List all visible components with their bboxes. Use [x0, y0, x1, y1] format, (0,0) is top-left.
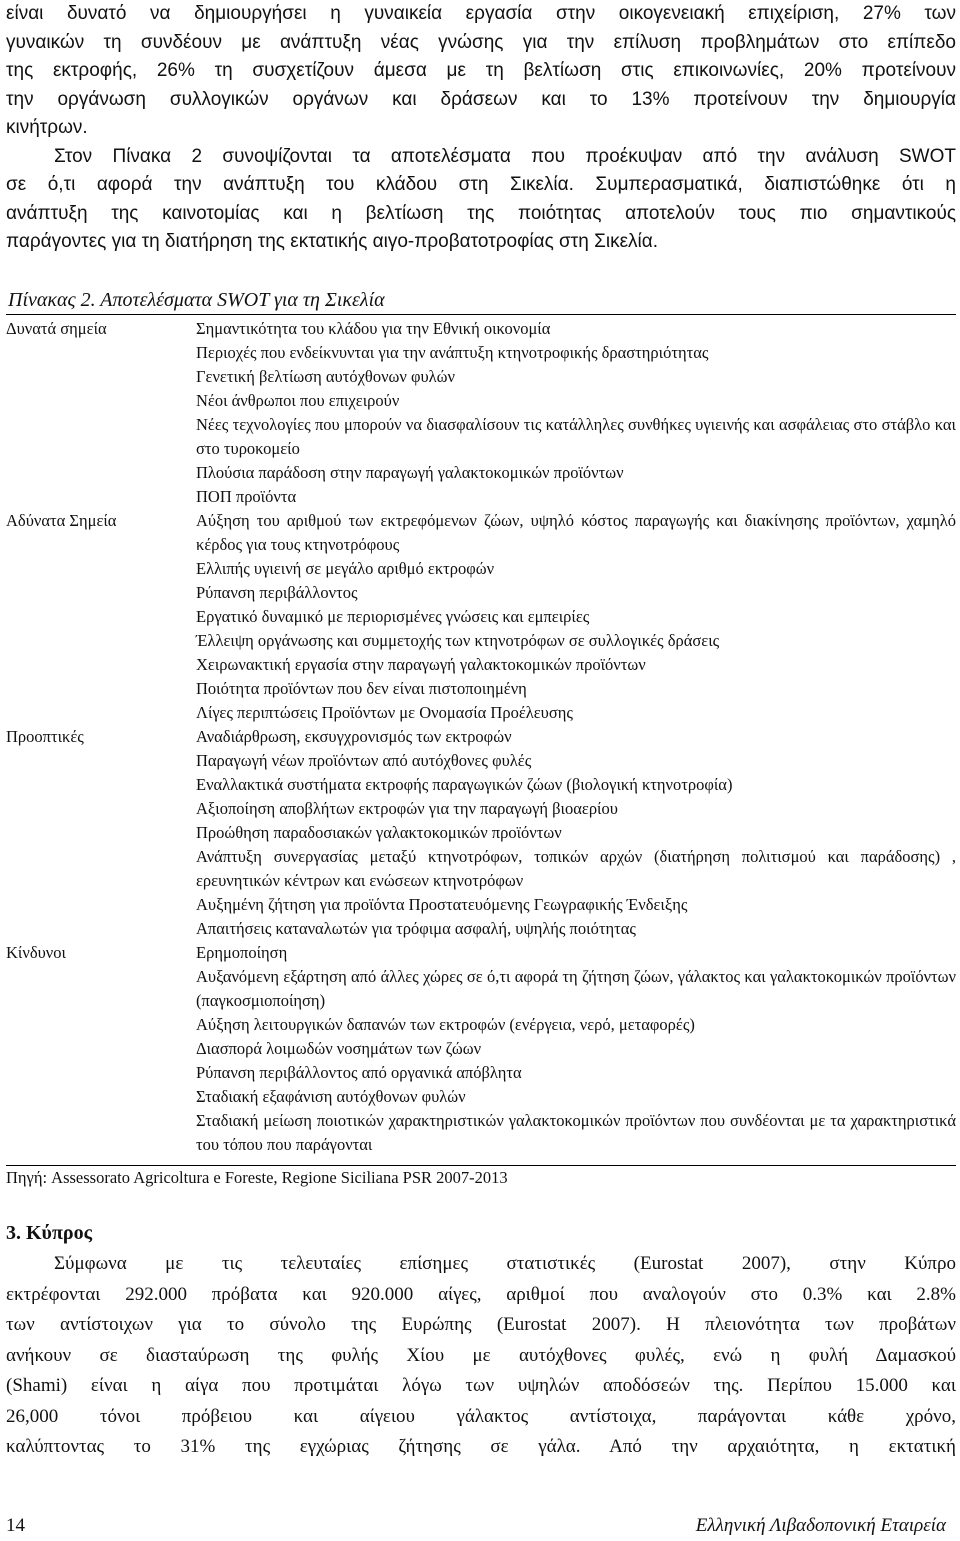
list-item: Ποιότητα προϊόντων που δεν είναι πιστοποιημένη [196, 679, 527, 698]
table-source: Πηγή: Assessorato Agricoltura e Foreste, Regione Siciliana PSR 2007-2013 [6, 1168, 508, 1187]
list-item: Προώθηση παραδοσιακών γαλακτοκομικών προϊόντων [196, 823, 562, 842]
text-line: είναι δυνατό να δημιουργήσει η γυναικεία εργασία στην οικογενειακή επιχείριση, 27% των [6, 3, 956, 24]
text-line: της εκτροφής, 26% τη συσχετίζουν άμεσα με τη βελτίωση στις επικοινωνίες, 20% προτείνουν [6, 60, 956, 81]
list-item: Χειρωνακτική εργασία στην παραγωγή γαλακτοκομικών προϊόντων [196, 655, 646, 674]
list-item: Εργατικό δυναμικό με περιορισμένες γνώσεις και εμπειρίες [196, 607, 590, 626]
row-label: Αδύνατα Σημεία [6, 511, 117, 530]
text-line: γυναικών τη συνδέουν με ανάπτυξη νέας γνώσης για την επίλυση προβλημάτων στο επίπεδο [6, 31, 956, 53]
text-line: Στον Πίνακα 2 συνοψίζονται τα αποτελέσματα που προέκυψαν από την ανάλυση SWOT [54, 145, 956, 167]
table-bottom-rule [6, 1165, 956, 1166]
list-item: Ρύπανση περιβάλλοντος [196, 583, 358, 602]
list-item: Αυξημένη ζήτηση για προϊόντα Προστατευόμενης Γεωγραφικής Ένδειξης [196, 895, 688, 914]
section-heading: 3. Κύπρος [6, 1222, 93, 1244]
text-line: εκτρέφονται 292.000 πρόβατα και 920.000 αίγες, αριθμοί που αναλογούν στο 0.3% και 2.8% [6, 1283, 956, 1305]
list-item: Αναδιάρθρωση, εκσυγχρονισμός των εκτροφών [196, 727, 512, 746]
list-item: Ανάπτυξη συνεργασίας μεταξύ κτηνοτρόφων, τοπικών αρχών (διατήρηση πολιτισμού και παράδοσης) , ερευνητικών κέντρων και ενώσεων κτηνοτρόφων [196, 847, 956, 890]
text-line: (Shami) είναι η αίγα που προτιμάται λόγω των υψηλών αποδόσεών της. Περίπου 15.000 και [6, 1375, 956, 1396]
swot-row-weaknesses [6, 509, 956, 725]
list-item: Ελλιπής υγιεινή σε μεγάλο αριθμό εκτροφών [196, 559, 495, 578]
row-label: Κίνδυνοι [6, 943, 66, 962]
publisher-name: Ελληνική Λιβαδοπονική Εταιρεία [695, 1515, 946, 1536]
list-item: Περιοχές που ενδείκνυνται για την ανάπτυξη κτηνοτροφικής δραστηριότητας [196, 343, 709, 362]
list-item: Εναλλακτικά συστήματα εκτροφής παραγωγικών ζώων (βιολογική κτηνοτροφία) [196, 775, 733, 794]
cyprus-paragraph [6, 1249, 956, 1463]
list-item: Αύξηση λειτουργικών δαπανών των εκτροφών (ενέργεια, νερό, μεταφορές) [196, 1015, 695, 1034]
page-number: 14 [6, 1515, 25, 1536]
list-item: Παραγωγή νέων προϊόντων από αυτόχθονες φυλές [196, 751, 532, 770]
row-items [196, 509, 956, 725]
text-line: Σύμφωνα με τις τελευταίες επίσημες στατιστικές (Eurostat 2007), στην Κύπρο [54, 1253, 956, 1274]
table-top-rule [6, 314, 956, 315]
list-item: Αξιοποίηση αποβλήτων εκτροφών για την παραγωγή βιοαερίου [196, 799, 618, 818]
list-item: Ρύπανση περιβάλλοντος από οργανικά απόβλητα [196, 1063, 522, 1082]
list-item: Απαιτήσεις καταναλωτών για τρόφιμα ασφαλή, υψηλής ποιότητας [196, 919, 636, 938]
swot-row-strengths [6, 317, 956, 509]
text-line: κινήτρων. [6, 117, 88, 138]
text-line: ανάπτυξη της καινοτομίας και η βελτίωση της ποιότητας αποτελούν τους πιο σημαντικούς [6, 202, 956, 224]
row-items [196, 725, 956, 941]
text-line: παράγοντες για τη διατήρηση της εκτατικής αιγο-προβατοτροφίας στη Σικελία. [6, 231, 659, 252]
text-line: την οργάνωση συλλογικών οργάνων και δράσεων και το 13% προτείνουν την δημιουργία [6, 88, 956, 110]
list-item: Νέες τεχνολογίες που μπορούν να διασφαλίσουν τις κατάλληλες συνθήκες υγιεινής και ασφάλειας στο στάβλο και στο τυροκομείο [196, 415, 956, 458]
swot-row-threats [6, 941, 956, 1157]
table-caption: Πίνακας 2. Αποτελέσματα SWOT για τη Σικελία [8, 289, 385, 311]
swot-table [6, 317, 956, 1157]
text-line: των αντίστοιχων για το σύνολο της Ευρώπης (Eurostat 2007). Η πλειονότητα των προβάτων [6, 1314, 956, 1335]
list-item: Σταδιακή μείωση ποιοτικών χαρακτηριστικών γαλακτοκομικών προϊόντων που συνδέονται με τα χαρακτηριστικά του τόπου που παράγονται [196, 1111, 956, 1154]
text-line: σε ό,τι αφορά την ανάπτυξη του κλάδου στη Σικελία. Συμπερασματικά, διαπιστώθηκε ότι η [6, 174, 956, 195]
row-label: Δυνατά σημεία [6, 319, 107, 338]
row-items [196, 941, 956, 1157]
list-item: Σταδιακή εξαφάνιση αυτόχθονων φυλών [196, 1087, 466, 1106]
text-line: ανήκουν σε διασταύρωση της φυλής Χίου με αυτόχθονες φυλές, ενώ η φυλή Δαμασκού [6, 1344, 956, 1366]
list-item: Γενετική βελτίωση αυτόχθονων φυλών [196, 367, 455, 386]
swot-row-opportunities [6, 725, 956, 941]
list-item: Έλλειψη οργάνωσης και συμμετοχής των κτηνοτρόφων σε συλλογικές δράσεις [196, 631, 720, 650]
list-item: Σημαντικότητα του κλάδου για την Εθνική οικονομία [196, 319, 551, 338]
list-item: Ερημοποίηση [196, 943, 288, 962]
list-item: Νέοι άνθρωποι που επιχειρούν [196, 391, 400, 410]
list-item: Διασπορά λοιμωδών νοσημάτων των ζώων [196, 1039, 482, 1058]
list-item: Πλούσια παράδοση στην παραγωγή γαλακτοκομικών προϊόντων [196, 463, 624, 482]
list-item: Αυξανόμενη εξάρτηση από άλλες χώρες σε ό,τι αφορά τη ζήτηση ζώων, γάλακτος και γαλακτοκομικών προϊόντων (παγκοσμιοποίηση) [196, 967, 956, 1010]
row-items [196, 317, 956, 509]
list-item: ΠΟΠ προϊόντα [196, 487, 297, 506]
intro-paragraph [6, 0, 956, 257]
text-line: 26,000 τόνοι πρόβειου και αίγειου γάλακτος αντίστοιχα, παράγονται κάθε χρόνο, [6, 1405, 956, 1427]
list-item: Λίγες περιπτώσεις Προϊόντων με Ονομασία Προέλευσης [196, 703, 573, 722]
list-item: Αύξηση του αριθμού των εκτρεφόμενων ζώων, υψηλό κόστος παραγωγής και διακίνησης προϊόντων, χαμηλό κέρδος για τους κτηνοτρόφους [196, 511, 956, 554]
row-label: Προοπτικές [6, 727, 84, 746]
text-line: καλύπτοντας το 31% της εγχώριας ζήτησης σε γάλα. Από την αρχαιότητα, η εκτατική [6, 1436, 956, 1457]
